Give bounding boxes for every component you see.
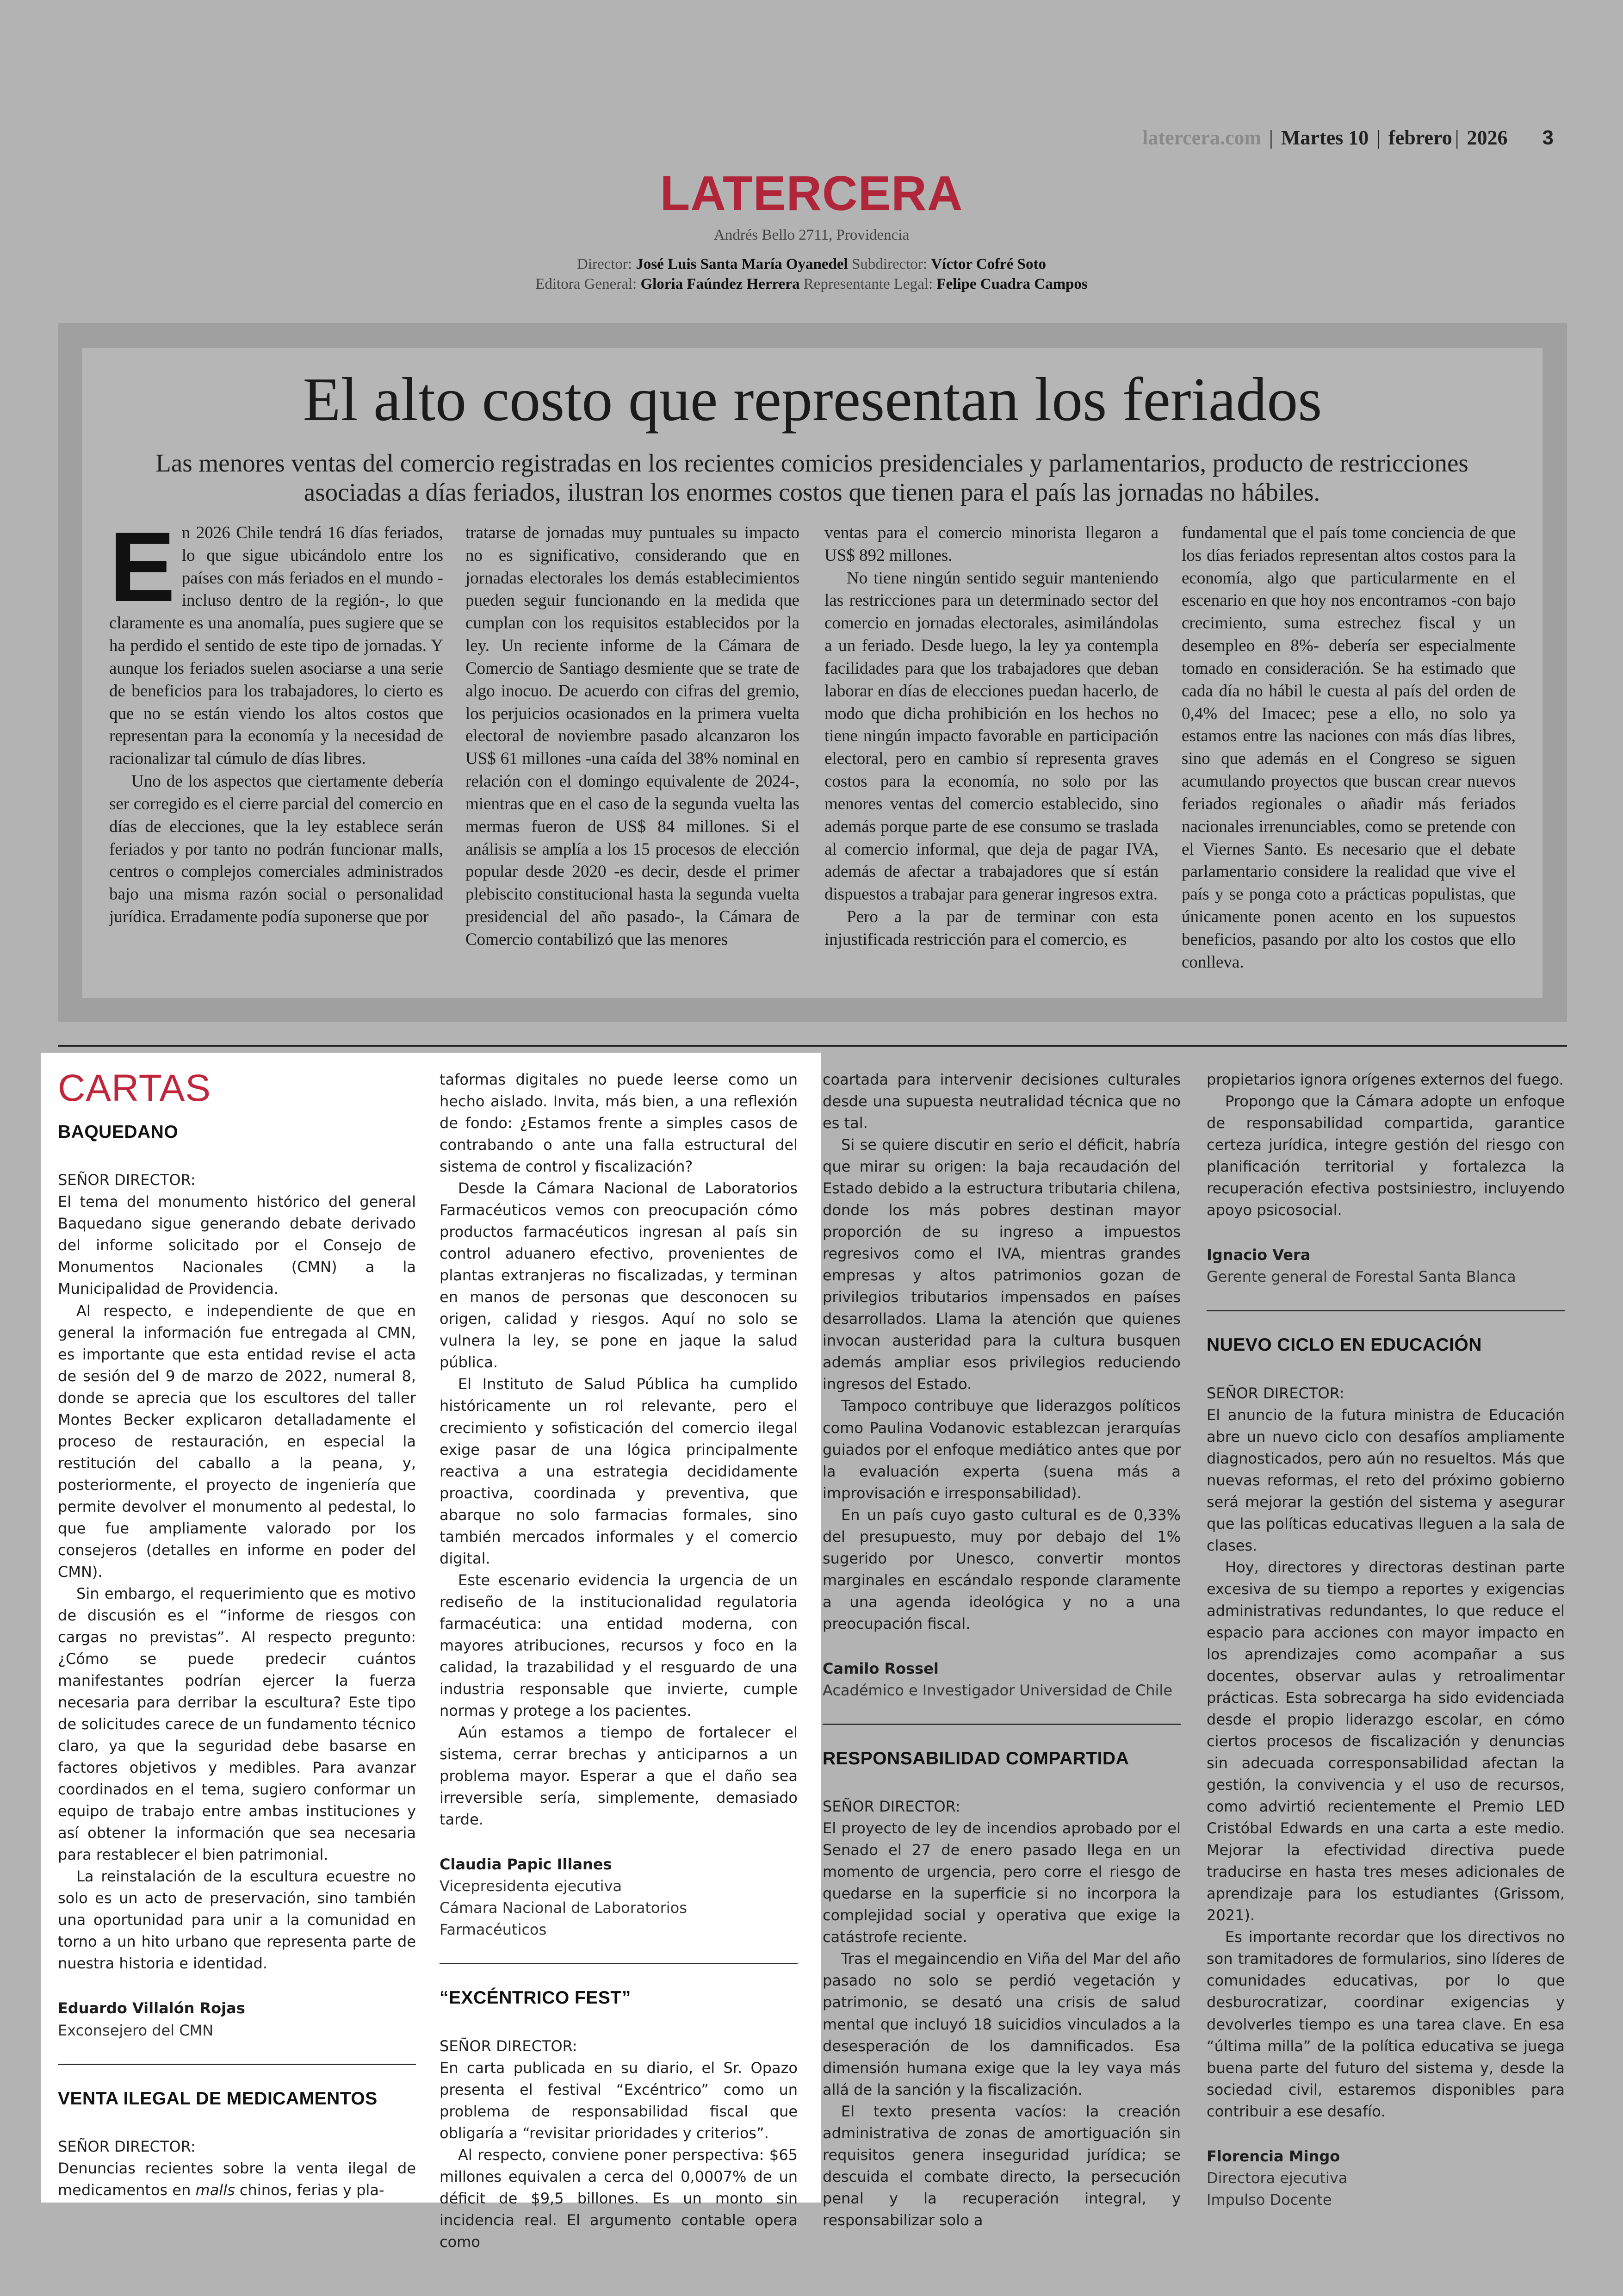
director-label: Director: xyxy=(576,256,632,273)
letter-paragraph: Si se quiere discutir en serio el déficit, habría que mirar su origen: la baja recaudación del Estado debido a la estructura tributaria chilena, donde los más pobres destinan mayor proporción de su ingreso a impuestos regresivos como el IVA, mientras grandes empresas y altos patrimonios gozan de privilegios tributarios impensados en países desarrollados. Llama la atención que quienes invocan austeridad para la cultura busquen además ampliar esos privilegios reduciendo ingresos del Estado. xyxy=(823,1136,1181,1393)
editorial-paragraph: Pero a la par de terminar con esta injustificada restricción para el comercio, es xyxy=(824,907,1158,949)
editorial-paragraph: tratarse de jornadas muy puntuales su impacto no es significativo, considerando que en jornadas electorales los demás establecimientos pueden seguir funcionando en la medida que cumplan con los requisitos establecidos por la ley. Un reciente informe de la Cámara de Comercio de Santiago desmiente que se trate de algo inocuo. De acuerdo con cifras del gremio, los perjuicios ocasionados en la primera vuelta electoral de noviembre pasado alcanzaron los US$ 61 millones -una caída del 38% nominal en relación con el domingo equivalente de 2024-, mientras que en el caso de la segunda vuelta las mermas fueron de US$ 84 millones. Si el análisis se amplía a los 15 procesos de elección popular desde 2020 -es decir, desde el primer plebiscito constitucional hasta la segunda vuelta presidencial del año pasado-, la Cámara de Comercio contabilizó que las menores xyxy=(465,523,799,949)
letter-title: RESPONSABILIDAD COMPARTIDA xyxy=(823,1748,1129,1769)
letter-paragraph: La reinstalación de la escultura ecuestre no solo es un acto de preservación, sino también una oportunidad para unir a la comunidad en torno a un hito urbano que representa parte de nuestra historia e identidad. xyxy=(58,1868,416,1973)
letter-role: Impulso Docente xyxy=(1207,2191,1332,2209)
letter-signature: Camilo Rossel xyxy=(823,1659,939,1677)
letter-paragraph: En un país cuyo gasto cultural es de 0,33% del presupuesto, muy por debajo del 1% sugerido por Unesco, convertir montos marginales en escándalo responde claramente a una agenda ideológica y no a una preocupación fiscal. xyxy=(823,1506,1181,1632)
dateline xyxy=(1142,126,1554,149)
letter-divider xyxy=(440,1963,798,1964)
letter-role: Exconsejero del CMN xyxy=(58,2021,214,2039)
salutation: SEÑOR DIRECTOR: xyxy=(440,2037,577,2055)
letters-column-3 xyxy=(823,1069,1181,2231)
editorial-column-3 xyxy=(824,522,1158,951)
salutation: SEÑOR DIRECTOR: xyxy=(58,2137,196,2155)
site-link[interactable]: latercera.com xyxy=(1142,126,1262,149)
cartas-heading: CARTAS xyxy=(58,1067,211,1109)
address: Andrés Bello 2711, Providencia xyxy=(713,227,910,243)
editorial-title: El alto costo que representan los feriados xyxy=(303,365,1322,434)
subdirector-name: Víctor Cofré Soto xyxy=(931,256,1046,273)
salutation: SEÑOR DIRECTOR: xyxy=(58,1171,196,1189)
letter-role: Directora ejecutiva xyxy=(1207,2169,1348,2187)
letter-paragraph: Este escenario evidencia la urgencia de un rediseño de la institucionalidad regulatoria farmacéutica: una entidad moderna, con mayores atribuciones, recursos y foco en la calidad, la trazabilidad y el resguardo de una industria responsable que invierte, cumple normas y protege a los pacientes. xyxy=(440,1571,798,1719)
letters-column-1 xyxy=(58,1119,416,2201)
letter-role: Vicepresidenta ejecutiva xyxy=(440,1877,622,1895)
editorial-column-1 xyxy=(109,512,443,929)
letter-paragraph: Denuncias recientes sobre la venta ilegal de medicamentos en malls chinos, ferias y pla- xyxy=(58,2159,416,2199)
letter-role: Académico e Investigador Universidad de Chile xyxy=(823,1681,1172,1699)
letter-paragraph: propietarios ignora orígenes externos del fuego. xyxy=(1207,1071,1564,1088)
letter-paragraph: Tampoco contribuye que liderazgos políticos como Paulina Vodanovic establezcan jerarquías guiados por el enfoque mediático antes que por la evaluación experta (suena más a improvisación e irresponsabilidad). xyxy=(823,1397,1181,1502)
letter-paragraph: Desde la Cámara Nacional de Laboratorios Farmacéuticos vemos con preocupación cómo productos farmacéuticos ingresan al país sin control aduanero efectivo, provenientes de plantas extranjeras no fiscalizadas, y terminan en manos de personas que desconocen su origen, calidad y riesgos. Aquí no solo se vulnera la ley, se pone en jaque la salud pública. xyxy=(440,1179,798,1371)
representante-label: Representante Legal: xyxy=(803,276,933,292)
separator: | xyxy=(1455,126,1459,149)
representante-name: Felipe Cuadra Campos xyxy=(936,276,1088,292)
letter-divider xyxy=(58,2064,416,2065)
section-divider xyxy=(58,1045,1567,1047)
letter-paragraph: Al respecto, e independiente de que en general la información fue entregada al CMN, es importante que esta entidad revise el acta de sesión del 9 de marzo de 2022, numeral 8, donde se aprecia que los escultores del taller Montes Becker explicaron detalladamente el proceso de restauración, en especial la restitución del caballo a la peana, y, posteriormente, el proyecto de ingeniería que permite devolver el monumento al pedestal, lo que fue ampliamente valorado por los consejeros (detalles en informe en poder del CMN). xyxy=(58,1302,416,1581)
letter-paragraph: taformas digitales no puede leerse como un hecho aislado. Invita, más bien, a una reflexión de fondo: ¿Estamos frente a simples casos de contrabando o ante una falla estructural del sistema de control y fiscalización? xyxy=(440,1071,798,1176)
editorial-paragraph: En 2026 Chile tendrá 16 días feriados, lo que sigue ubicándolo entre los países con más feriados en el mundo -incluso dentro de la región-, lo que claramente es una anomalía, pues sugiere que se ha perdido el sentido de este tipo de jornadas. Y aunque los feriados suelen asociarse a una serie de beneficios para los trabajadores, lo cierto es que no se están viendo los altos costos que representan para la economía y la necesidad de racionalizar tal cúmulo de días libres. xyxy=(109,512,443,769)
editorial-deck: Las menores ventas del comercio registradas en los recientes comicios presidenciales y parlamentarios, producto de restricciones asociadas a días feriados, ilustran los enormes costos que tienen para el país las jornadas no hábiles. xyxy=(155,449,1468,506)
salutation: SEÑOR DIRECTOR: xyxy=(823,1798,960,1816)
editorial-paragraph: ventas para el comercio minorista llegaron a US$ 892 millones. xyxy=(824,523,1158,565)
letter-divider xyxy=(1207,1310,1565,1311)
letters-column-4 xyxy=(1207,1069,1565,2211)
letter-paragraph: coartada para intervenir decisiones culturales desde una supuesta neutralidad técnica que no es tal. xyxy=(823,1071,1181,1132)
letter-title: VENTA ILEGAL DE MEDICAMENTOS xyxy=(58,2088,378,2109)
editorial-paragraph: Uno de los aspectos que ciertamente debería ser corregido es el cierre parcial del comercio en días de elecciones, que la ley establece serán feriados y por tanto no podrán funcionar malls, centros o complejos comerciales administrados bajo una misma razón social o personalidad jurídica. Erradamente podía suponerse que por xyxy=(109,772,443,927)
letter-role: Cámara Nacional de Laboratorios Farmacéuticos xyxy=(440,1899,687,1939)
editorial-paragraph: No tiene ningún sentido seguir manteniendo las restricciones para un determinado sector del comercio en jornadas electorales, asimilándolas a un feriado. Desde luego, la ley ya contempla facilidades para que los trabajadores que deban laborar en días de elecciones puedan hacerlo, de modo que dicha prohibición en los hechos no tiene ningún impacto favorable en participación electoral, pero en cambio sí representa graves costos para la economía, no solo por las menores ventas del comercio establecido, sino además porque parte de ese consumo se traslada al comercio informal, que deja de pagar IVA, además de afectar a trabajadores que sí están dispuestos a trabajar para generar ingresos extra. xyxy=(824,568,1158,904)
salutation: SEÑOR DIRECTOR: xyxy=(1207,1384,1344,1402)
letter-paragraph: El anuncio de la futura ministra de Educación abre un nuevo ciclo con desafíos ampliamente diagnosticados, pero aún no resueltos. Más que nuevas reformas, el reto del próximo gobierno será mejorar la gestión del sistema y asegurar que las políticas educativas lleguen a la sala de clases. xyxy=(1207,1406,1565,1554)
letter-title: NUEVO CICLO EN EDUCACIÓN xyxy=(1207,1335,1482,1355)
date-day: Martes 10 xyxy=(1281,126,1369,149)
editorial-column-4 xyxy=(1182,522,1516,974)
separator: | xyxy=(1376,126,1381,149)
letter-paragraph: El Instituto de Salud Pública ha cumplido históricamente un rol relevante, pero el crecimiento y sofisticación del comercio ilegal exige pasar de una lógica principalmente reactiva a una estrategia decididamente proactiva, coordinada y preventiva, que abarque no solo farmacias formales, sino también mercados informales y el comercio digital. xyxy=(440,1375,798,1567)
letter-paragraph: Es importante recordar que los directivos no son tramitadores de formularios, sino líderes de comunidades educativas, por lo que desburocratizar, coordinar exigencias y devolverles tiempo es una tarea clave. En esa “última milla” de la política educativa se juega buena parte del futuro del sistema y, desde la sociedad civil, estaremos disponibles para contribuir a ese desafío. xyxy=(1207,1928,1565,2120)
subdirector-label: Subdirector: xyxy=(851,256,928,273)
letter-paragraph: En carta publicada en su diario, el Sr. Opazo presenta el festival “Excéntrico” como un problema de responsabilidad fiscal que obligaría a “revisitar prioridades y criterios”. xyxy=(440,2059,798,2142)
letter-signature: Eduardo Villalón Rojas xyxy=(58,1999,245,2017)
letter-paragraph: Propongo que la Cámara adopte un enfoque de responsabilidad compartida, garantice certeza jurídica, integre gestión del riesgo con planificación territorial y fortalezca la recuperación efectiva postsiniestro, incluyendo apoyo psicosocial. xyxy=(1207,1092,1565,1219)
letter-paragraph: Aún estamos a tiempo de fortalecer el sistema, cerrar brechas y anticiparnos a un problema mayor. Esperar a que el daño sea irreversible sería, simplemente, demasiado tarde. xyxy=(440,1723,798,1829)
letter-role: Gerente general de Forestal Santa Blanca xyxy=(1207,1268,1516,1286)
letters-column-2 xyxy=(440,1069,798,2253)
letter-paragraph: Hoy, directores y directoras destinan parte excesiva de su tiempo a reportes y exigencias administrativas redundantes, lo que reduce el espacio para acciones con mayor impacto en los aprendizajes como acompañar a sus docentes, observar aulas y retroalimentar prácticas. Esta sobrecarga ha sido evidenciada desde el propio liderazgo escolar, en cómo ciertos procesos de fiscalización y denuncias sin adecuada corresponsabilidad afectan la gestión, la convivencia y el uso de recursos, como advirtió recientemente el Premio LED Cristóbal Edwards en una carta a este medio. Mejorar la efectividad directiva puede traducirse en hasta tres meses adicionales de aprendizaje para los estudiantes (Grissom, 2021). xyxy=(1207,1558,1565,1924)
staff-line-1 xyxy=(0,256,1623,273)
editora-name: Gloria Faúndez Herrera xyxy=(640,276,800,292)
editora-label: Editora General: xyxy=(535,276,637,292)
letter-signature: Ignacio Vera xyxy=(1207,1246,1311,1264)
date-year: 2026 xyxy=(1467,126,1508,149)
letter-paragraph: El proyecto de ley de incendios aprobado por el Senado el 27 de enero pasado llega en un momento de urgencia, pero corre el riesgo de quedarse en la superficie si no incorpora la complejidad social y operativa que exige la catástrofe reciente. xyxy=(823,1819,1181,1946)
letter-paragraph: Tras el megaincendio en Viña del Mar del año pasado no solo se perdió vegetación y patrimonio, se desató una crisis de salud mental que incluyó 18 suicidios vinculados a la desesperación de los damnificados. Esa dimensión humana exige que la ley vaya más allá de la sanción y la fiscalización. xyxy=(823,1950,1181,2098)
director-name: José Luis Santa María Oyanedel xyxy=(636,256,848,273)
date-month: febrero xyxy=(1388,126,1452,149)
letter-title: BAQUEDANO xyxy=(58,1122,179,1142)
drop-cap: E xyxy=(109,512,175,622)
letter-paragraph: El tema del monumento histórico del general Baquedano sigue generando debate derivado del informe solicitado por el Consejo de Monumentos Nacionales (CMN) a la Municipalidad de Providencia. xyxy=(58,1193,416,1298)
editorial-column-2 xyxy=(465,522,799,951)
editorial-paragraph: fundamental que el país tome conciencia de que los días feriados representan altos costos para la economía, algo que particularmente en el escenario en que hoy nos encontramos -con bajo crecimiento, suma estrechez fiscal y un desempleo en 8%- debería ser especialmente tomado en consideración. Se ha estimado que cada día no hábil le cuesta al país del orden de 0,4% del Imacec; pese a ello, no solo ya estamos entre las naciones con más días libres, sino que además en el Congreso se siguen acumulando proyectos que buscan crear nuevos feriados regionales o añadir más feriados nacionales irrenunciables, como se pretende con el Viernes Santo. Es necesario que el debate parlamentario considere la realidad que vive el país y se ponga coto a prácticas populistas, que únicamente ponen acento en los supuestos beneficios, pasando por alto los costos que ello conlleva. xyxy=(1182,523,1516,972)
letter-signature: Claudia Papic Illanes xyxy=(440,1855,612,1874)
letter-signature: Florencia Mingo xyxy=(1207,2147,1340,2165)
letter-divider xyxy=(823,1724,1181,1725)
letter-paragraph: Al respecto, conviene poner perspectiva: $65 millones equivalen a cerca del 0,0007% de un déficit de $9,5 billones. Es un monto sin incidencia real. El argumento contable opera como xyxy=(440,2146,798,2251)
letter-paragraph: Sin embargo, el requerimiento que es motivo de discusión es el “informe de riesgos con cargas no previstas”. Al respecto pregunto: ¿Cómo se puede predecir cuántos manifestantes podrían ejercer la fuerza necesaria para derribar la escultura? Este tipo de solicitudes carece de un fundamento técnico claro, ya que la seguridad debe basarse en factores objetivos y medibles. Para avanzar coordinados en el tema, sugiero conformar un equipo de trabajo entre ambas instituciones y así obtener la información que sea necesaria para restablecer el bien patrimonial. xyxy=(58,1584,416,1864)
staff-line-2 xyxy=(0,276,1623,293)
page-number: 3 xyxy=(1542,126,1554,149)
masthead-logo: LATERCERA xyxy=(660,166,963,221)
separator: | xyxy=(1269,126,1273,149)
letter-title: “EXCÉNTRICO FEST” xyxy=(440,1988,631,2008)
letter-paragraph: El texto presenta vacíos: la creación administrativa de zonas de amortiguación sin requisitos genera inseguridad jurídica; se descuida el combate directo, la persecución penal y la recuperación integral, y responsabilizar solo a xyxy=(823,2102,1181,2229)
